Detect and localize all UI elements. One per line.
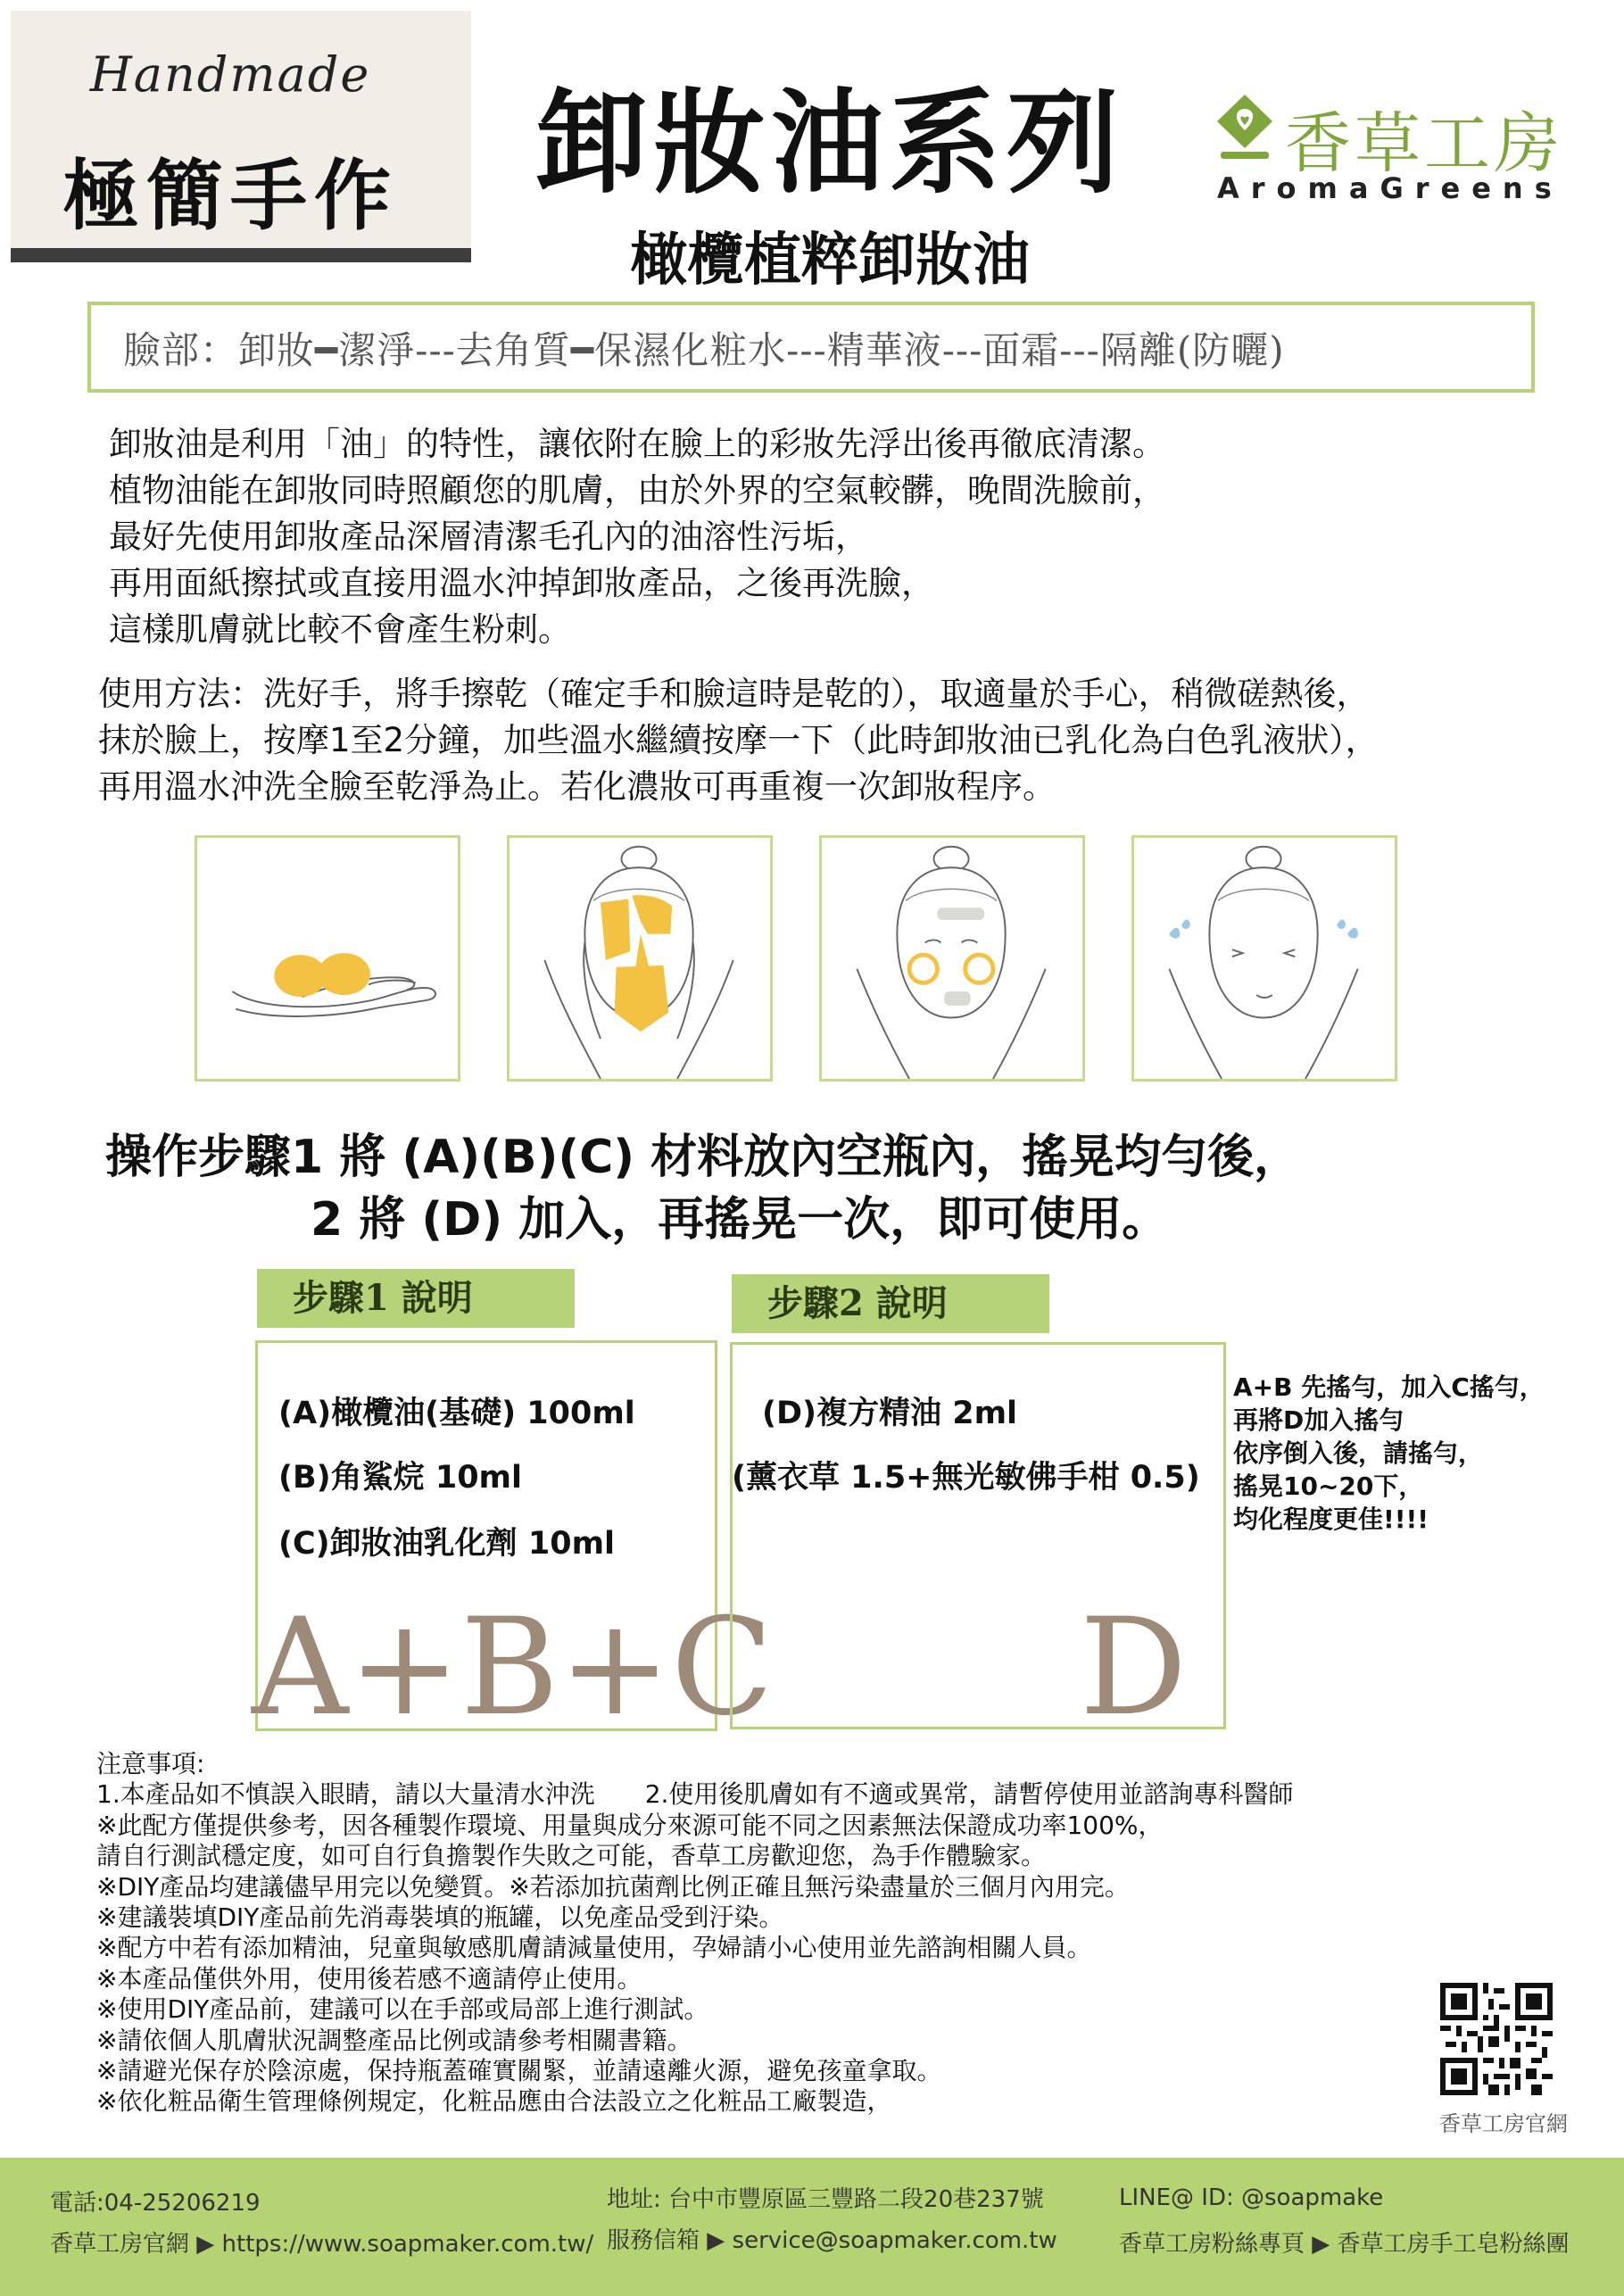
logo-subtext: AromaGreens — [1217, 171, 1563, 205]
intro-line: 植物油能在卸妝同時照顧您的肌膚，由於外界的空氣較髒，晚間洗臉前， — [109, 471, 1165, 510]
footer-email[interactable]: 服務信箱 ▶ service@soapmaker.com.tw — [607, 2227, 1057, 2254]
mixing-note-line: 搖晃10~20下， — [1233, 1471, 1424, 1501]
mixing-note-line: 依序倒入後，請搖勻， — [1233, 1438, 1484, 1468]
brand-card-underline — [11, 248, 471, 262]
procedure-step-2: 2 將 (D) 加入，再搖晃一次，即可使用。 — [311, 1193, 1169, 1247]
face-steps-text: 臉部：卸妝━潔淨---去角質━保濕化粧水---精華液---面霜---隔離(防曬) — [123, 328, 1285, 372]
ingredient-b: (B)角鯊烷 10ml — [278, 1460, 523, 1496]
qr-code-label: 香草工房官網 — [1439, 2111, 1568, 2136]
precaution-line: ※請避光保存於陰涼處，保持瓶蓋確實關緊，並請遠離火源，避免孩童拿取。 — [96, 2056, 942, 2086]
footer-fanpage[interactable]: 香草工房粉絲專頁 ▶ 香草工房手工皂粉絲團 — [1119, 2231, 1570, 2258]
procedure-step-1: 操作步驟1 將 (A)(B)(C) 材料放內空瓶內，搖晃均勻後， — [105, 1131, 1301, 1184]
usage-line: 再用溫水沖洗全臉至乾淨為止。若化濃妝可再重複一次卸妝程序。 — [98, 767, 1056, 806]
ingredient-d-detail: (薰衣草 1.5+無光敏佛手柑 0.5) — [732, 1460, 1200, 1496]
ingredient-d: (D)複方精油 2ml — [762, 1396, 1018, 1431]
footer-website[interactable]: 香草工房官網 ▶ https://www.soapmaker.com.tw/ — [50, 2231, 594, 2258]
mixing-note-line: 均化程度更佳!!!! — [1233, 1504, 1429, 1534]
brand-name: 極簡手作 — [62, 151, 398, 241]
illustration-rinse-face — [1131, 835, 1397, 1082]
page-subtitle: 橄欖植粹卸妝油 — [630, 228, 1030, 294]
intro-line: 這樣肌膚就比較不會產生粉刺。 — [109, 610, 571, 649]
precaution-line: ※DIY產品均建議儘早用完以免變質。※若添加抗菌劑比例正確且無污染盡量於三個月內用完。 — [96, 1871, 1130, 1902]
footer — [0, 2158, 1624, 2296]
precaution-line: 1.本產品如不慎誤入眼睛，請以大量清水沖洗 2.使用後肌膚如有不適或異常，請暫停使用並諮詢專科醫師 — [96, 1779, 1294, 1810]
precaution-line: ※本產品僅供外用，使用後若感不適請停止使用。 — [96, 1963, 642, 1993]
illustration-apply-oil — [507, 835, 773, 1082]
footer-line-id[interactable]: LINE@ ID: @soapmake — [1119, 2184, 1384, 2211]
precaution-line: ※使用DIY產品前，建議可以在手部或局部上進行測試。 — [96, 1994, 709, 2025]
usage-line: 抹於臉上，按摩1至2分鐘，加些溫水繼續按摩一下（此時卸妝油已乳化為白色乳液狀）， — [98, 721, 1379, 759]
illustration-massage-face — [819, 835, 1085, 1082]
brand-script: Handmade — [89, 46, 371, 103]
precaution-line: ※配方中若有添加精油，兒童與敏感肌膚請減量使用，孕婦請小心使用並先諮詢相關人員。 — [96, 1933, 1092, 1963]
intro-line: 再用面紙擦拭或直接用溫水沖掉卸妝產品，之後再洗臉， — [109, 564, 934, 602]
precaution-line: ※依化粧品衛生管理條例規定，化粧品應由合法設立之化粧品工廠製造， — [96, 2086, 892, 2117]
intro-line: 最好先使用卸妝產品深層清潔毛孔內的油溶性污垢， — [109, 518, 868, 556]
intro-paragraph — [109, 421, 1165, 653]
step2-tab: 步驟2 說明 — [732, 1274, 1049, 1333]
ingredient-a: (A)橄欖油(基礎) 100ml — [278, 1396, 635, 1431]
mixing-note — [1233, 1371, 1545, 1536]
logo-leaf-icon — [1212, 91, 1278, 166]
mixing-note-line: 再將D加入搖勻 — [1233, 1405, 1404, 1435]
footer-address: 地址: 台中市豐原區三豐路二段20巷237號 — [607, 2186, 1044, 2213]
usage-line: 使用方法：洗好手，將手擦乾（確定手和臉這時是乾的），取適量於手心，稍微磋熱後， — [98, 675, 1370, 713]
mixing-note-line: A+B 先搖勻，加入C搖勻， — [1233, 1372, 1545, 1402]
precaution-line: ※請依個人肌膚狀況調整產品比例或請參考相關書籍。 — [96, 2025, 692, 2055]
page-title: 卸妝油系列 — [535, 77, 1124, 209]
precautions — [96, 1749, 1293, 2118]
illustration-oil-in-hand — [195, 835, 460, 1082]
footer-phone: 電話:04-25206219 — [50, 2190, 261, 2217]
usage-paragraph — [98, 671, 1379, 810]
step2-big-letter: D — [1080, 1590, 1188, 1745]
intro-line: 卸妝油是利用「油」的特性，讓依附在臉上的彩妝先浮出後再徹底清潔。 — [109, 425, 1165, 463]
ingredient-c: (C)卸妝油乳化劑 10ml — [278, 1526, 616, 1562]
step1-tab: 步驟1 說明 — [257, 1269, 575, 1328]
precaution-line: 請自行測試穩定度，如可自行負擔製作失敗之可能，香草工房歡迎您，為手作體驗家。 — [96, 1841, 1047, 1871]
step1-big-letters: A+B+C — [252, 1590, 774, 1745]
precaution-line: ※建議裝填DIY產品前先消毒裝填的瓶罐，以免產品受到汙染。 — [96, 1902, 784, 1933]
precautions-heading: 注意事項: — [96, 1749, 205, 1778]
logo-text: 香草工房 — [1285, 105, 1563, 182]
precaution-line: ※此配方僅提供參考，因各種製作環境、用量與成分來源可能不同之因素無法保證成功率100%， — [96, 1810, 1164, 1840]
qr-code-icon[interactable] — [1440, 1983, 1553, 2095]
